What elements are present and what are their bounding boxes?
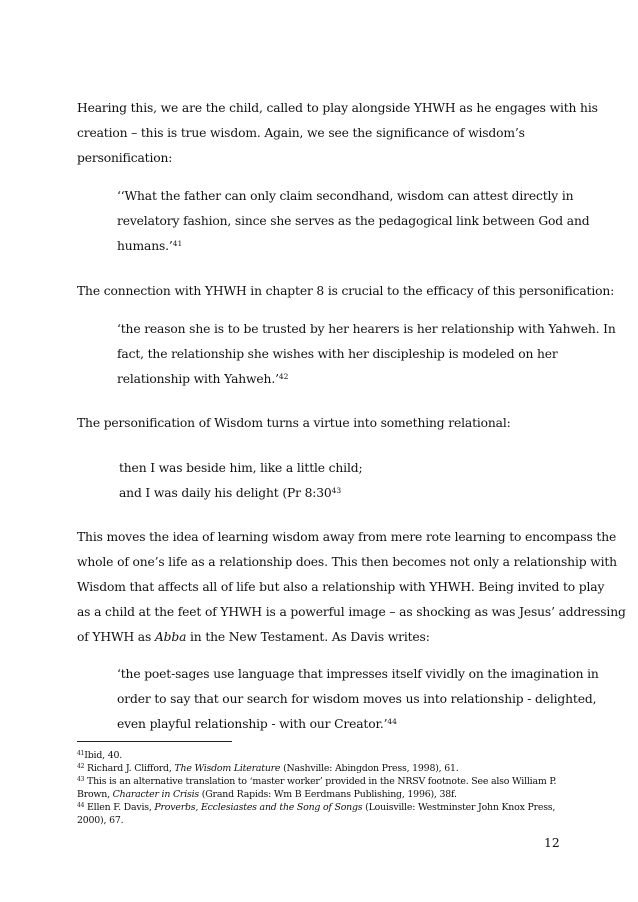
page-number: 12	[544, 836, 560, 850]
paragraph-line: The personification of Wisdom turns a virtue into something relational:	[77, 416, 511, 430]
footnote-text: Ellen F. Davis,	[84, 802, 155, 813]
quote-text: even playful relationship - with our Creator.’	[117, 717, 388, 731]
footnote-title: Character in Crisis	[112, 789, 200, 800]
paragraph-line: personification:	[77, 151, 173, 165]
paragraph-line: as a child at the feet of YHWH is a powerful image – as shocking as was Jesus’ addressing	[77, 605, 626, 619]
footnote-marker: 41	[172, 239, 183, 248]
footnote-marker: 44	[387, 717, 397, 726]
poem-line	[119, 486, 341, 501]
paragraph-line: This moves the idea of learning wisdom away from mere rote learning to encompass the	[77, 530, 617, 544]
block-quote-line: ‘the poet-sages use language that impresses itself vividly on the imagination in	[117, 667, 599, 681]
footnote-number: 44	[77, 802, 85, 809]
block-quote-line	[117, 717, 397, 732]
footnote-text: Ibid, 40.	[84, 750, 123, 761]
footnote-44	[77, 802, 555, 814]
block-quote-line: ‘the reason she is to be trusted by her hearers is her relationship with Yahweh. In	[117, 322, 616, 336]
italic-term: Abba	[154, 630, 187, 644]
footnote-title: The Wisdom Literature	[174, 763, 281, 774]
footnote-43-cont	[77, 789, 457, 801]
text-run: of YHWH as	[77, 630, 155, 644]
footnote-title: Proverbs, Ecclesiastes and the Song of Songs	[154, 802, 363, 813]
text-run: in the New Testament. As Davis writes:	[186, 630, 430, 644]
paragraph-line	[77, 630, 430, 645]
footnote-marker: 42	[278, 372, 289, 381]
block-quote-line	[117, 239, 182, 254]
block-quote-line: order to say that our search for wisdom moves us into relationship - delighted,	[117, 692, 597, 706]
footnote-42	[77, 763, 459, 775]
footnote-text: (Nashville: Abingdon Press, 1998), 61.	[280, 763, 459, 774]
paragraph-line: creation – this is true wisdom. Again, we see the significance of wisdom’s	[77, 126, 525, 140]
footnote-number: 43	[77, 776, 85, 783]
footnote-43	[77, 776, 556, 788]
quote-text: humans.’	[117, 239, 173, 253]
footnote-marker: 43	[331, 486, 342, 495]
footnote-44-cont: 2000), 67.	[77, 815, 124, 826]
block-quote-line: ‘‘What the father can only claim secondhand, wisdom can attest directly in	[117, 189, 574, 203]
footnote-number: 42	[77, 763, 85, 770]
footnote-text: (Louisville: Westminster John Knox Press,	[362, 802, 556, 813]
footnote-41	[77, 750, 122, 762]
paragraph-line: The connection with YHWH in chapter 8 is crucial to the efficacy of this personification:	[77, 284, 615, 298]
footnote-text: Richard J. Clifford,	[84, 763, 175, 774]
block-quote-line: revelatory fashion, since she serves as the pedagogical link between God and	[117, 214, 590, 228]
poem-text: and I was daily his delight (Pr 8:30	[119, 486, 332, 500]
footnote-text: Brown,	[77, 789, 113, 800]
block-quote-line: fact, the relationship she wishes with her discipleship is modeled on her	[117, 347, 558, 361]
poem-line: then I was beside him, like a little child;	[119, 461, 363, 475]
footnote-text: This is an alternative translation to ‘master worker’ provided in the NRSV footnote. See also William P.	[84, 776, 557, 787]
paragraph-line: Wisdom that affects all of life but also a relationship with YHWH. Being invited to play	[77, 580, 605, 594]
footnote-number: 41	[77, 750, 85, 757]
paragraph-line: Hearing this, we are the child, called to play alongside YHWH as he engages with his	[77, 101, 598, 115]
paragraph-line: whole of one’s life as a relationship does. This then becomes not only a relationship with	[77, 555, 617, 569]
footnote-text: (Grand Rapids: Wm B Eerdmans Publishing, 1996), 38f.	[199, 789, 457, 800]
footnote-separator	[77, 741, 232, 742]
block-quote-line	[117, 372, 288, 387]
quote-text: relationship with Yahweh.’	[117, 372, 279, 386]
